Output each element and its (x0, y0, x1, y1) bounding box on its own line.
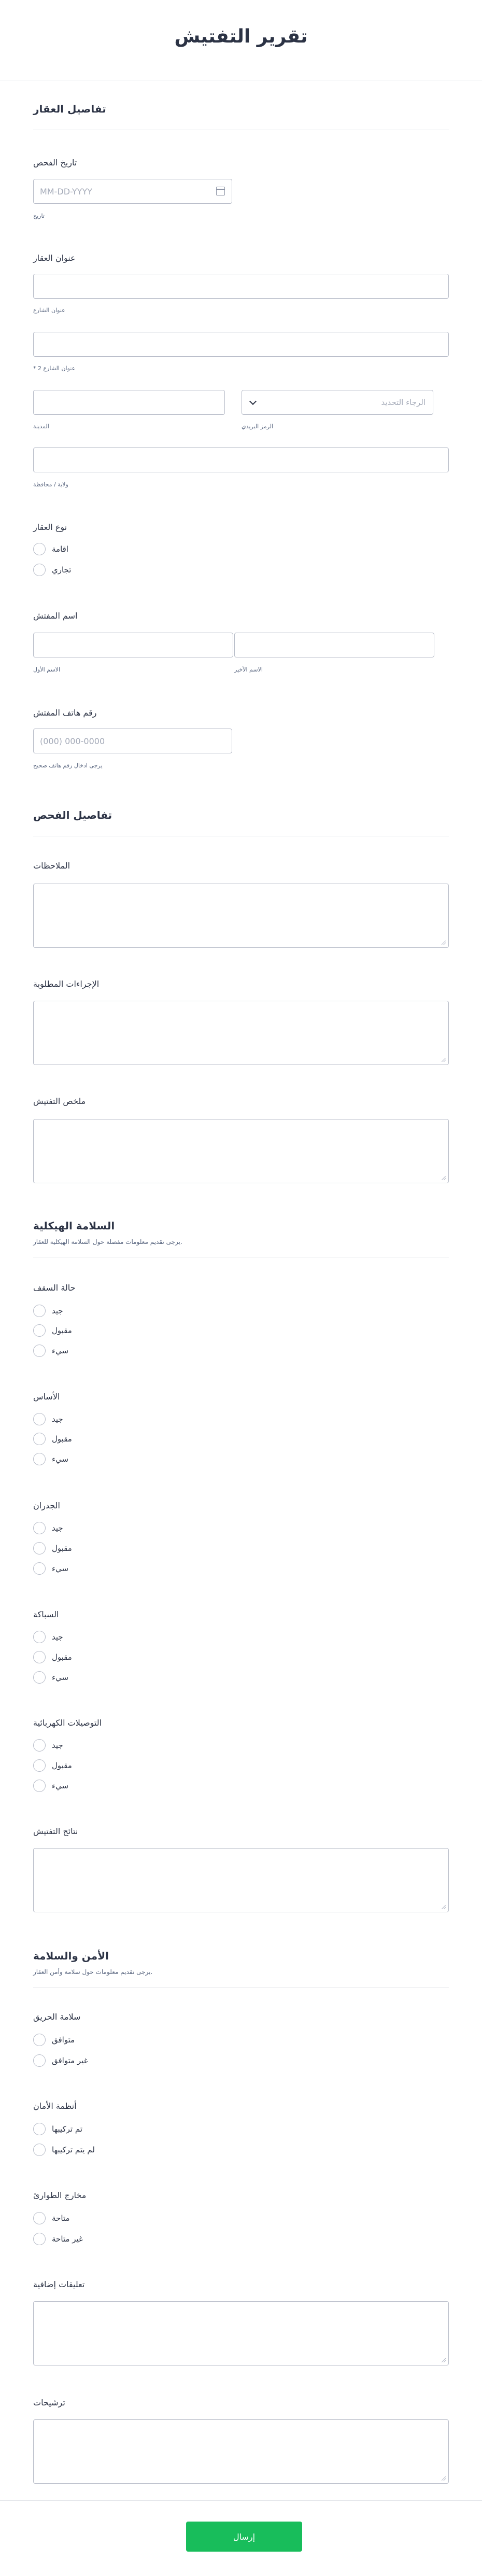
walls-option[interactable] (33, 1522, 63, 1534)
radio-label: جيد (52, 1306, 63, 1315)
notes-textarea[interactable] (33, 884, 449, 948)
resize-handle-icon[interactable] (442, 2476, 446, 2481)
electrical-option[interactable] (33, 1780, 68, 1792)
radio-label: سيء (52, 1673, 69, 1682)
walls-option[interactable] (33, 1562, 68, 1575)
inspection-section-title: تفاصيل الفحص (33, 809, 112, 821)
extra-comments-textarea[interactable] (33, 2301, 449, 2365)
radio-button[interactable] (33, 1651, 46, 1663)
foundation-option[interactable] (33, 1413, 63, 1425)
emergency-exits-label: مخارج الطوارئ (33, 2190, 87, 2200)
fire-safety-label: سلامة الحريق (33, 2012, 81, 2022)
radio-label: جيد (52, 1741, 63, 1750)
radio-button[interactable] (33, 1780, 46, 1792)
radio-label: غير متوافق (52, 2056, 88, 2065)
radio-label: جيد (52, 1632, 63, 1642)
street-address-input[interactable] (33, 274, 449, 299)
electrical-option[interactable] (33, 1739, 63, 1752)
required-actions-textarea[interactable] (33, 1001, 449, 1065)
radio-button[interactable] (33, 1542, 46, 1555)
zip-select[interactable] (242, 390, 433, 415)
radio-button[interactable] (33, 1324, 46, 1337)
radio-button[interactable] (33, 1739, 46, 1752)
resize-handle-icon[interactable] (442, 1905, 446, 1909)
inspector-name-label: اسم المفتش (33, 611, 78, 621)
radio-label: تم تركيبها (52, 2124, 83, 2134)
security-systems-option[interactable] (33, 2123, 82, 2135)
electrical-label: التوصيلات الكهربائية (33, 1718, 102, 1728)
state-sublabel: ولاية / محافظة (33, 481, 68, 488)
radio-button[interactable] (33, 1345, 46, 1357)
radio-button[interactable] (33, 1671, 46, 1684)
fire-safety-option[interactable] (33, 2034, 75, 2046)
resize-handle-icon[interactable] (442, 1176, 446, 1180)
radio-button[interactable] (33, 1305, 46, 1317)
inspector-phone-label: رقم هاتف المفتش (33, 708, 97, 718)
plumbing-option[interactable] (33, 1631, 63, 1643)
state-input[interactable] (33, 447, 449, 472)
radio-button[interactable] (33, 2212, 46, 2224)
radio-label: متوافق (52, 2035, 75, 2045)
city-sublabel: المدينة (33, 423, 49, 430)
extra-comments-label: تعليقات إضافية (33, 2279, 85, 2289)
radio-button[interactable] (33, 1453, 46, 1465)
zip-sublabel: الرمز البريدي (242, 423, 274, 430)
electrical-option[interactable] (33, 1759, 72, 1772)
zip-select-placeholder: الرجاء التحديد (381, 398, 426, 407)
resize-handle-icon[interactable] (442, 941, 446, 945)
radio-button[interactable] (33, 2034, 46, 2046)
property-type-option[interactable] (33, 543, 68, 555)
foundation-option[interactable] (33, 1453, 68, 1465)
radio-label: مقبول (52, 1761, 72, 1770)
radio-label: سيء (52, 1781, 69, 1790)
city-input[interactable] (33, 390, 225, 415)
plumbing-label: السباكة (33, 1609, 59, 1619)
radio-button[interactable] (33, 1522, 46, 1534)
plumbing-option[interactable] (33, 1651, 72, 1663)
emergency-exits-option[interactable] (33, 2233, 83, 2245)
form-header (0, 0, 482, 80)
emergency-exits-option[interactable] (33, 2212, 69, 2224)
form-title: تقرير التفتيش (174, 26, 308, 47)
first-name-sublabel: الاسم الأول (33, 666, 60, 673)
street-address-2-sublabel: * عنوان الشارع 2 (33, 365, 76, 372)
inspection-date-sublabel: تاريخ (33, 213, 45, 219)
radio-button[interactable] (33, 2054, 46, 2067)
form-footer (0, 2500, 482, 2576)
submit-button[interactable]: إرسال (186, 2522, 302, 2552)
radio-label: لم يتم تركيبها (52, 2145, 95, 2154)
radio-label: غير متاحة (52, 2234, 83, 2244)
security-systems-option[interactable] (33, 2144, 95, 2156)
plumbing-option[interactable] (33, 1671, 68, 1684)
structural-section-subtitle: يرجى تقديم معلومات مفصلة حول السلامة الهيكلية للعقار. (33, 1238, 182, 1245)
inspector-last-name-input[interactable] (234, 633, 434, 657)
street-address-2-input[interactable] (33, 332, 449, 357)
inspection-results-label: نتائج التفتيش (33, 1826, 78, 1836)
walls-option[interactable] (33, 1542, 72, 1555)
foundation-label: الأساس (33, 1392, 60, 1402)
inspection-date-input[interactable] (33, 179, 232, 204)
radio-button[interactable] (33, 1759, 46, 1772)
resize-handle-icon[interactable] (442, 1058, 446, 1062)
street-address-sublabel: عنوان الشارع (33, 307, 65, 314)
fire-safety-option[interactable] (33, 2054, 88, 2067)
foundation-option[interactable] (33, 1433, 72, 1445)
chevron-down-icon (249, 398, 257, 405)
radio-button[interactable] (33, 2123, 46, 2135)
notes-label: الملاحظات (33, 861, 70, 871)
radio-label: مقبول (52, 1544, 72, 1553)
roof-option[interactable] (33, 1305, 63, 1317)
radio-button[interactable] (33, 1433, 46, 1445)
radio-label: مقبول (52, 1434, 72, 1444)
radio-button[interactable] (33, 1562, 46, 1575)
safety-section-subtitle: يرجى تقديم معلومات حول سلامة وأمن العقار. (33, 1968, 153, 1976)
radio-label: سيء (52, 1346, 69, 1355)
inspection-date-field (33, 179, 232, 204)
inspector-first-name-input[interactable] (33, 633, 233, 657)
calendar-icon[interactable] (216, 187, 225, 195)
roof-option[interactable] (33, 1324, 72, 1337)
radio-label: سيء (52, 1564, 69, 1573)
resize-handle-icon[interactable] (442, 2358, 446, 2362)
property-type-label: نوع العقار (33, 522, 67, 532)
radio-button[interactable] (33, 564, 46, 576)
property-address-label: عنوان العقار (33, 253, 76, 263)
radio-button[interactable] (33, 543, 46, 555)
required-actions-label: الإجراءات المطلوبة (33, 979, 100, 989)
safety-section-title: الأمن والسلامة (33, 1950, 109, 1962)
radio-label: متاحة (52, 2214, 70, 2223)
security-systems-label: أنظمة الأمان (33, 2101, 77, 2111)
inspection-date-label: تاريخ الفحص (33, 158, 77, 167)
radio-button[interactable] (33, 1631, 46, 1643)
recommendations-textarea[interactable] (33, 2419, 449, 2484)
property-section-title: تفاصيل العقار (33, 103, 106, 115)
radio-label: تجاري (52, 565, 72, 575)
zip-select-box[interactable] (242, 390, 433, 415)
property-type-option[interactable] (33, 564, 71, 576)
inspector-phone-input[interactable] (33, 729, 232, 753)
radio-button[interactable] (33, 2144, 46, 2156)
inspection-summary-textarea[interactable] (33, 1119, 449, 1183)
inspector-phone-sublabel: يرجى ادخال رقم هاتف صحيح (33, 762, 103, 769)
radio-label: جيد (52, 1415, 63, 1424)
walls-label: الجدران (33, 1501, 60, 1510)
radio-button[interactable] (33, 1413, 46, 1425)
roof-option[interactable] (33, 1345, 68, 1357)
last-name-sublabel: الاسم الأخير (234, 666, 263, 673)
radio-label: سيء (52, 1454, 69, 1464)
structural-section-title: السلامة الهيكلية (33, 1220, 115, 1232)
recommendations-label: ترشيحات (33, 2398, 65, 2407)
radio-label: مقبول (52, 1326, 72, 1335)
radio-button[interactable] (33, 2233, 46, 2245)
radio-label: مقبول (52, 1653, 72, 1662)
radio-label: جيد (52, 1523, 63, 1533)
radio-label: اقامة (52, 544, 68, 554)
inspection-results-textarea[interactable] (33, 1848, 449, 1912)
roof-condition-label: حالة السقف (33, 1283, 76, 1293)
inspection-summary-label: ملخص التفتيش (33, 1096, 86, 1106)
